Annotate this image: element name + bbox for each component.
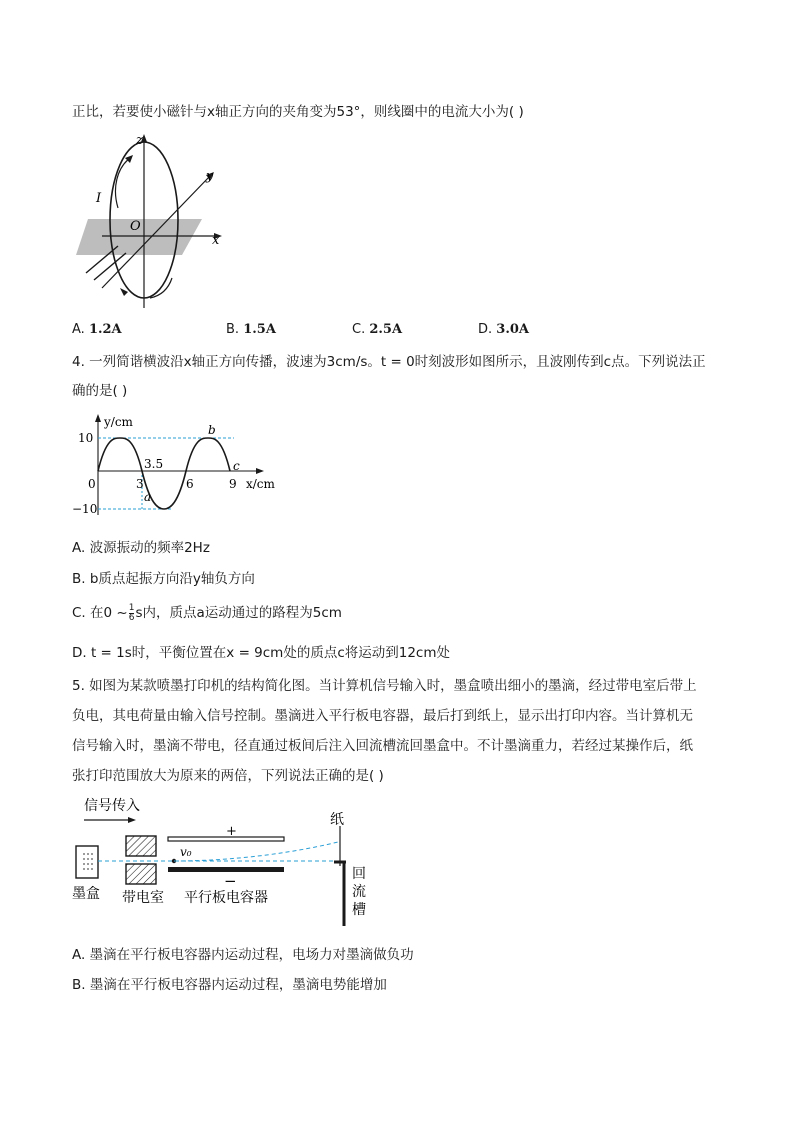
q3-option-b: B. 1.5A: [226, 322, 276, 337]
y-tick-top: 10: [78, 431, 94, 445]
q4-option-d: D. t = 1s时，平衡位置在x = 9cm处的质点c将运动到12cm处: [72, 645, 451, 661]
charge-chamber-label: 带电室: [122, 890, 164, 906]
point-b: b: [208, 423, 216, 437]
q5-option-a: A. 墨滴在平行板电容器内运动过程，电场力对墨滴做负功: [72, 947, 414, 963]
q3-option-d: D. 3.0A: [478, 322, 529, 337]
q4-stem-line2: 确的是( ): [72, 383, 128, 399]
q3-stem: 正比，若要使小磁针与x轴正方向的夹角变为53°，则线圈中的电流大小为( ): [72, 104, 524, 120]
wave-curve: [98, 438, 230, 509]
x-tick-6: 6: [186, 477, 194, 491]
q5-stem-line4: 张打印范围放大为原来的两倍，下列说法正确的是( ): [72, 768, 384, 784]
lead-wire-2: [94, 253, 126, 280]
ink-box: [76, 846, 98, 878]
q5-stem-line3: 信号输入时，墨滴不带电，径直通过板间后注入回流槽流回墨盒中。不计墨滴重力，若经过某操作后，纸: [72, 738, 693, 754]
q4-option-c: C. 在0 ~ $\frac{1}{6}$ s内，质点a运动通过的路程为5cm: [72, 602, 342, 623]
q4-stem-line1: 4. 一列简谐横波沿x轴正方向传播，波速为3cm/s。t = 0时刻波形如图所示，且波刚传到c点。下列说法正: [72, 354, 706, 370]
x-tick-9: 9: [229, 477, 237, 491]
coil-figure: [72, 128, 232, 308]
trough-label-2: 流: [352, 884, 366, 900]
x-tick-3-5: 3.5: [144, 457, 164, 471]
y-tick-bottom: −10: [72, 502, 98, 516]
v0-label: v₀: [180, 845, 192, 859]
point-a: a: [144, 490, 152, 504]
paper-label: 纸: [330, 812, 344, 828]
trough-label-1: 回: [352, 866, 366, 882]
origin-tick: 0: [88, 477, 96, 491]
q3-option-c: C. 2.5A: [352, 322, 403, 337]
origin-label: O: [130, 219, 141, 234]
q4-option-b: B. b质点起振方向沿y轴负方向: [72, 571, 255, 587]
capacitor-label: 平行板电容器: [184, 890, 268, 906]
q4-option-a: A. 波源振动的频率2Hz: [72, 540, 210, 556]
z-label: z: [136, 133, 143, 148]
charge-chamber-bottom: [126, 864, 156, 884]
printer-figure: [70, 794, 390, 930]
point-c: c: [233, 459, 240, 473]
deflected-path: [174, 842, 338, 861]
minus-sign: −: [224, 872, 237, 890]
x-tick-3: 3: [136, 477, 144, 491]
y-label: y: [206, 169, 214, 184]
q5-option-b: B. 墨滴在平行板电容器内运动过程，墨滴电势能增加: [72, 977, 387, 993]
ink-box-label: 墨盒: [72, 886, 100, 902]
wave-ylabel: y/cm: [104, 415, 133, 429]
wave-xlabel: x/cm: [246, 477, 275, 491]
current-label: I: [96, 191, 102, 206]
q3-option-a: A. 1.2A: [72, 322, 122, 337]
plus-sign: +: [226, 824, 237, 839]
wave-figure: [72, 410, 292, 520]
fraction-one-sixth: $\frac{1}{6}$: [128, 602, 135, 623]
current-arrow-top: [115, 158, 130, 208]
signal-label: 信号传入: [84, 798, 140, 814]
trough-label-3: 槽: [352, 902, 366, 918]
x-label: x: [212, 233, 220, 248]
q5-stem-line2: 负电，其电荷量由输入信号控制。墨滴进入平行板电容器，最后打到纸上，显示出打印内容。当计算机无: [72, 708, 693, 724]
q5-stem-line1: 5. 如图为某款喷墨打印机的结构简化图。当计算机信号输入时，墨盒喷出细小的墨滴，经过带电室后带上: [72, 678, 697, 694]
charge-chamber-top: [126, 836, 156, 856]
